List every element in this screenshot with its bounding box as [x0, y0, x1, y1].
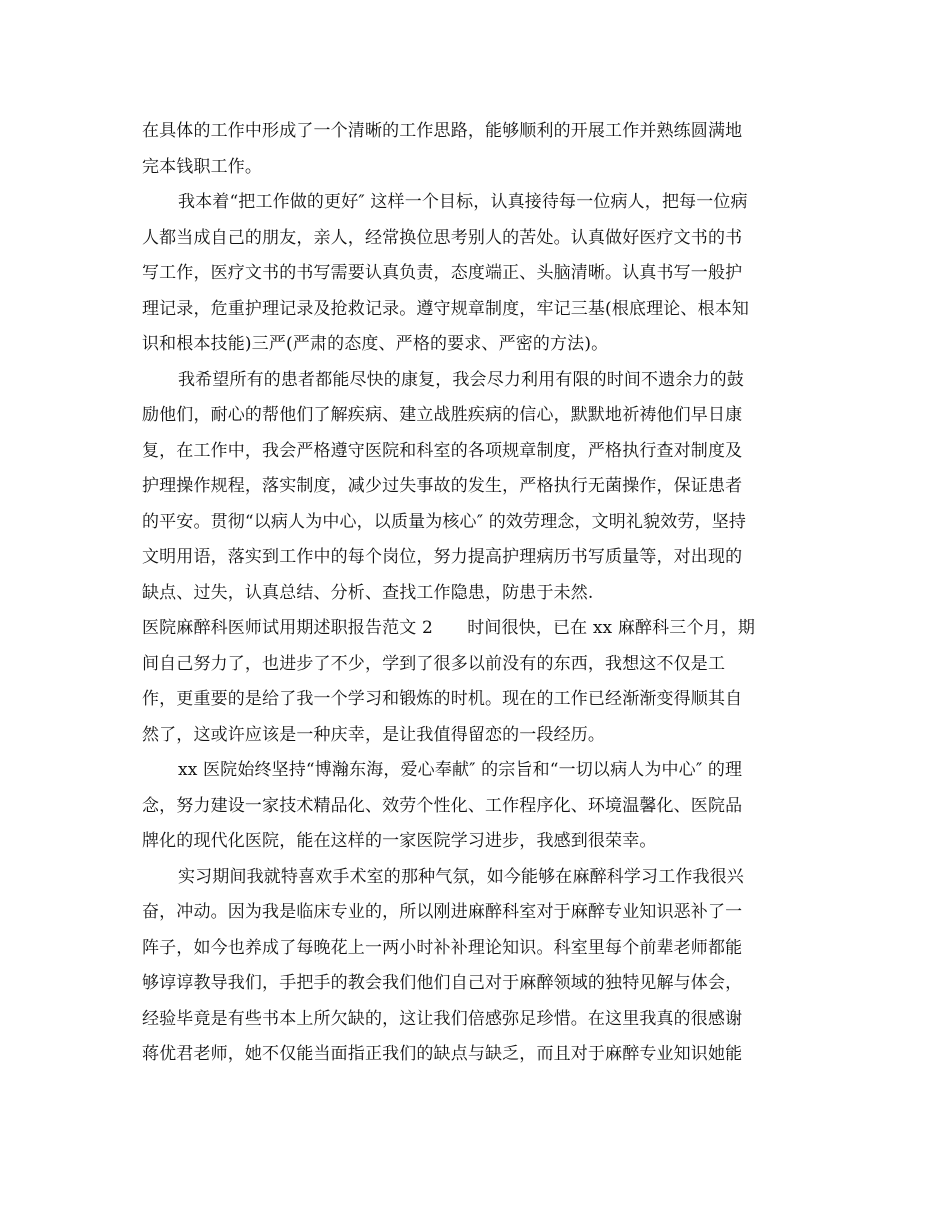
text-line: 然了，这或许应该是一种庆幸，是让我值得留恋的一段经历。: [142, 724, 606, 745]
text-line: 文明用语，落实到工作中的每个岗位，努力提高护理病历书写质量等，对出现的: [142, 547, 743, 567]
text-line: 励他们，耐心的帮他们了解疾病、建立战胜疾病的信心，默默地祈祷他们早日康: [142, 405, 743, 425]
text-line: 理记录，危重护理记录及抢救记录。遵守规章制度，牢记三基(根底理论、根本知: [142, 298, 750, 319]
text-line: 医院麻醉科医师试用期述职报告范文 2 时间很快，已在 xx 麻醉科三个月，期: [142, 618, 756, 638]
text-line: 完本钱职工作。: [142, 156, 263, 177]
text-line: 蒋优君老师，她不仅能当面指正我们的缺点与缺乏，而且对于麻醉专业知识她能: [142, 1044, 743, 1064]
text-line: xx 医院始终坚持“博瀚东海，爱心奉献″ 的宗旨和“一切以病人为中心″ 的理: [178, 760, 743, 780]
text-line: 护理操作规程，落实制度，减少过失事故的发生，严格执行无菌操作，保证患者: [142, 476, 743, 496]
text-line: 我希望所有的患者都能尽快的康复，我会尽力利用有限的时间不遗余力的鼓: [178, 369, 744, 390]
text-line: 间自己努力了，也进步了不少，学到了很多以前没有的东西，我想这不仅是工: [142, 653, 726, 674]
text-line: 牌化的现代化医院，能在这样的一家医院学习进步，我感到很荣幸。: [142, 831, 657, 851]
text-line: 人都当成自己的朋友，亲人，经常换位思考别人的苦处。认真做好医疗文书的书: [142, 227, 743, 248]
text-line: 的平安。贯彻“以病人为中心，以质量为核心″ 的效劳理念，文明礼貌效劳，坚持: [142, 511, 746, 532]
text-line: 识和根本技能)三严(严肃的态度、严格的要求、严密的方法)。: [142, 334, 609, 354]
text-line: 缺点、过失，认真总结、分析、查找工作隐患，防患于未然.: [142, 582, 594, 603]
text-line: 奋，冲动。因为我是临床专业的，所以刚进麻醉科室对于麻醉专业知识恶补了一: [142, 902, 743, 922]
text-line: 经验毕竟是有些书本上所欠缺的，这让我们倍感弥足珍惜。在这里我真的很感谢: [142, 1008, 743, 1029]
document-body: [142, 114, 804, 1073]
text-line: 复，在工作中，我会严格遵守医院和科室的各项规章制度，严格执行查对制度及: [142, 440, 743, 461]
text-line: 实习期间我就特喜欢手术室的那种气氛，如今能够在麻醉科学习工作我很兴: [178, 866, 744, 887]
text-line: 作，更重要的是给了我一个学习和锻炼的时机。现在的工作已经渐渐变得顺其自: [142, 689, 743, 709]
text-line: 我本着“把工作做的更好″ 这样一个目标，认真接待每一位病人，把每一位病: [178, 192, 748, 212]
text-line: 念，努力建设一家技术精品化、效劳个性化、工作程序化、环境温馨化、医院品: [142, 795, 743, 816]
text-line: 阵子，如今也养成了每晚花上一两小时补补理论知识。科室里每个前辈老师都能: [142, 937, 743, 958]
text-line: 在具体的工作中形成了一个清晰的工作思路，能够顺利的开展工作并熟练圆满地: [142, 121, 743, 141]
text-line: 够谆谆教导我们，手把手的教会我们他们自己对于麻醉领域的独特见解与体会，: [142, 973, 743, 993]
text-line: 写工作，医疗文书的书写需要认真负责，态度端正、头脑清晰。认真书写一般护: [142, 263, 743, 283]
